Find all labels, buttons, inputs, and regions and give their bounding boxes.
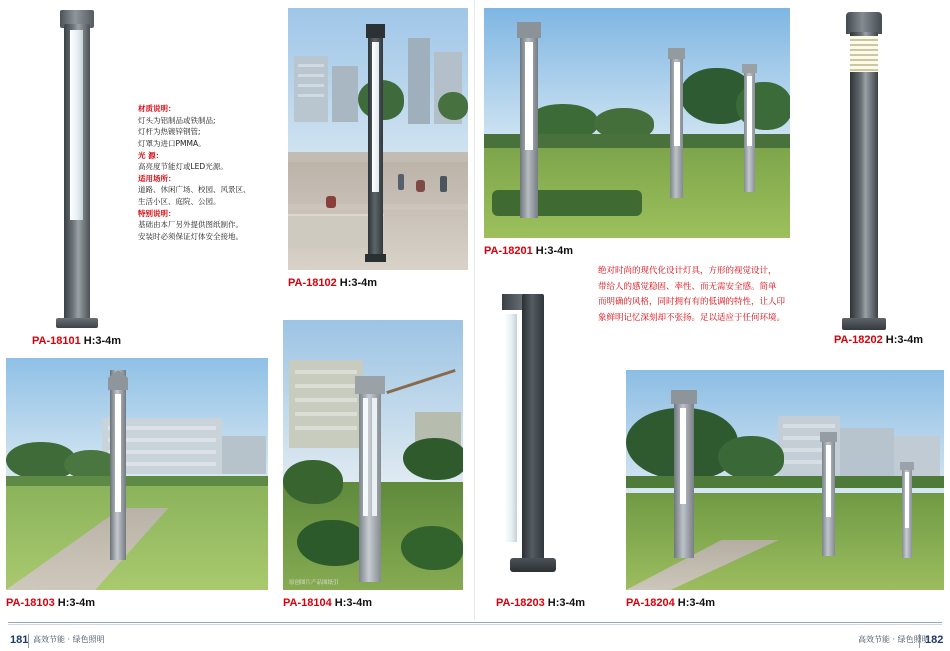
footer-text-right: 高效节能 · 绿色照明: [858, 635, 930, 644]
specs-special-line-2: 安装时必须保证灯体安全接地。: [138, 231, 243, 241]
product-height: H:3-4m: [885, 334, 924, 346]
specs-usage-line-1: 道路、休闲广场、校园、风景区、: [138, 185, 251, 195]
description-line-3: 而明确的风格，同时拥有有的低调的特性，让人印: [598, 297, 786, 308]
photo-building: [408, 38, 430, 124]
specs-material-line-1: 灯头为铝制品或铁制品;: [138, 115, 216, 125]
specs-usage-label: 适用场所：: [138, 173, 176, 183]
footer-rule-secondary: [8, 624, 942, 625]
caption-pa-18103: [6, 597, 95, 609]
photo-person: [326, 196, 336, 208]
specs-block: [138, 103, 278, 243]
caption-pa-18204: [626, 597, 715, 609]
product-photo-pa-18104: [283, 320, 463, 590]
footer-text-left: 高效节能 · 绿色照明: [33, 635, 105, 644]
specs-special-label: 特别说明：: [138, 208, 176, 218]
page-number-right: 182: [925, 634, 944, 646]
product-code: PA-18201: [484, 245, 533, 257]
product-height: H:3-4m: [535, 245, 574, 257]
photo-lamp-pole: [744, 64, 755, 192]
photo-lamp-pole: [902, 462, 912, 558]
lamp-base: [56, 318, 98, 328]
photo-person: [440, 176, 447, 192]
photo-lamp-pole: [822, 432, 835, 556]
footer-rule: [8, 622, 942, 623]
specs-material-line-3: 灯罩为进口PMMA。: [138, 138, 206, 148]
photo-building: [294, 56, 328, 122]
product-height: H:3-4m: [334, 597, 373, 609]
photo-bush: [401, 526, 463, 570]
specs-material-label: 材质说明：: [138, 104, 176, 113]
photo-watermark: 原创图片产品图纸引: [289, 580, 339, 586]
specs-material-line-2: 灯杆为热镀锌钢管;: [138, 127, 201, 137]
lamp-pole: [522, 294, 544, 562]
photo-hedge: [492, 190, 642, 216]
product-code: PA-18101: [32, 335, 81, 347]
caption-pa-18104: [283, 597, 372, 609]
product-drawing-pa-18203: [496, 280, 572, 580]
photo-building: [222, 436, 266, 474]
photo-lamp-pole: [674, 390, 694, 558]
product-code: PA-18103: [6, 597, 55, 609]
description-line-1: 绝对时尚的现代化设计灯具，方形的视觉设计，: [598, 266, 777, 276]
lamp-base: [510, 558, 556, 572]
product-drawing-pa-18202: [836, 6, 896, 336]
specs-usage-line-2: 生活小区、庭院、公园。: [138, 197, 221, 206]
caption-pa-18101: [32, 335, 121, 347]
product-drawing-pa-18101: [48, 6, 108, 336]
photo-lamp-pole: [110, 370, 126, 560]
product-code: PA-18104: [283, 597, 332, 609]
specs-special-line-1: 基础由本厂另外提供图纸制作。: [138, 220, 243, 230]
footer-divider-left: [28, 634, 29, 648]
caption-pa-18203: [496, 597, 585, 609]
photo-bush: [297, 520, 367, 566]
caption-pa-18201: [484, 245, 573, 257]
product-height: H:3-4m: [677, 597, 716, 609]
product-height: H:3-4m: [57, 597, 96, 609]
description-block: [598, 264, 828, 327]
specs-source-label: 光 源：: [138, 150, 164, 160]
description-line-4: 象鲜明记忆深刻却不张扬。足以适应于任何环境。: [598, 313, 786, 324]
lamp-cap: [846, 12, 882, 34]
photo-building: [332, 66, 358, 122]
product-code: PA-18102: [288, 277, 337, 289]
photo-lamp-pole: [359, 376, 381, 582]
photo-building: [289, 360, 363, 448]
lamp-light-panel: [70, 30, 83, 220]
photo-person: [416, 180, 425, 192]
photo-tree: [438, 92, 468, 120]
caption-pa-18202: [834, 334, 923, 346]
description-line-2: 带给人的感觉稳固、率性、而无需安全感。简单: [598, 281, 777, 292]
lamp-light-panel: [850, 36, 878, 72]
product-height: H:3-4m: [83, 335, 122, 347]
page-gutter: [474, 0, 475, 620]
product-photo-pa-18204: [626, 370, 944, 590]
product-photo-pa-18201: [484, 8, 790, 238]
lamp-base: [842, 318, 886, 330]
specs-source-line-1: 高亮度节能灯或LED光源。: [138, 162, 228, 172]
photo-building: [894, 436, 940, 476]
photo-lamp-pole: [670, 48, 683, 198]
page-number-left: 181: [10, 634, 29, 646]
lamp-pole: [850, 32, 878, 322]
photo-building: [840, 428, 894, 476]
product-height: H:3-4m: [339, 277, 378, 289]
product-height: H:3-4m: [547, 597, 586, 609]
photo-lamp-pole: [520, 22, 538, 218]
lamp-light-panel: [504, 314, 517, 542]
product-code: PA-18204: [626, 597, 675, 609]
photo-lamp-pole: [368, 24, 383, 262]
product-code: PA-18203: [496, 597, 545, 609]
caption-pa-18102: [288, 277, 377, 289]
product-photo-pa-18102: [288, 8, 468, 270]
product-photo-pa-18103: [6, 358, 268, 590]
photo-person: [398, 174, 404, 190]
photo-tree: [283, 460, 343, 504]
lamp-arm: [502, 294, 524, 310]
photo-tree: [718, 436, 784, 480]
product-code: PA-18202: [834, 334, 883, 346]
